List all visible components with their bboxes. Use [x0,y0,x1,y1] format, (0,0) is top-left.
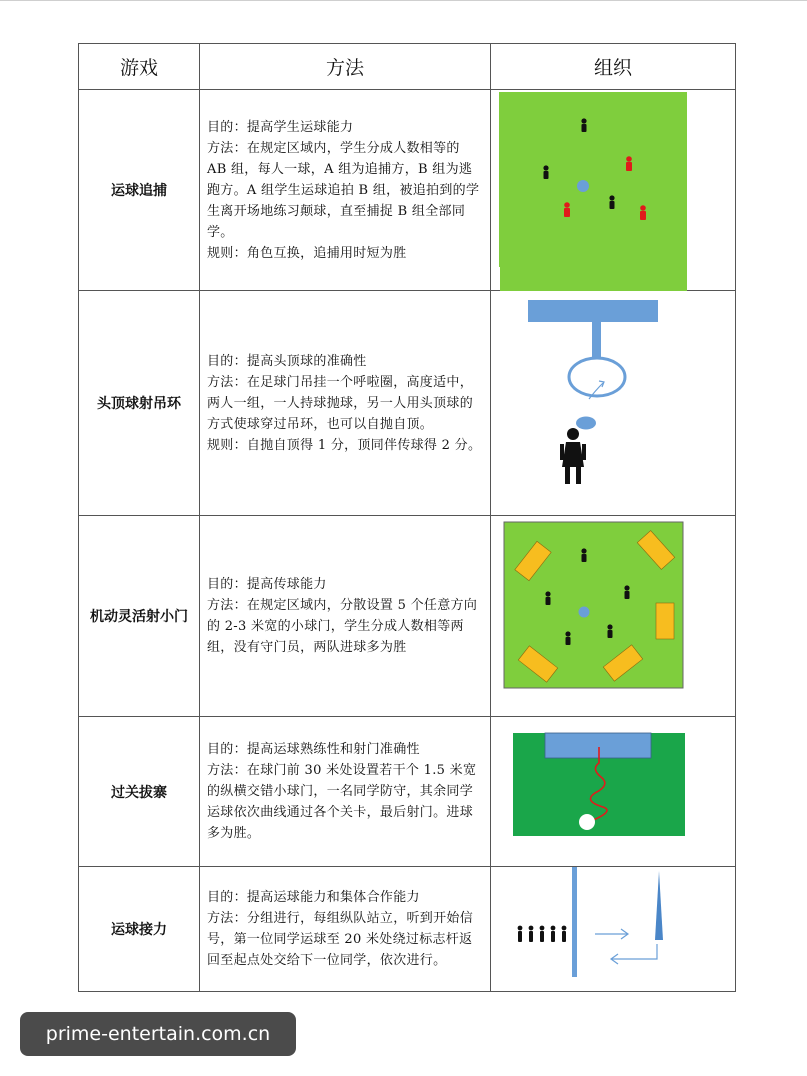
game-name: 过关拔寨 [79,717,200,867]
hoop-diagram [491,291,736,516]
start-line [572,867,577,977]
organization-cell [491,291,736,516]
watermark: prime-entertain.com.cn [20,1012,296,1056]
method-procedure: 方法：在球门前 30 米处设置若干个 1.5 米宽的纵横交错小球门，一名同学防守，其余同学运球依次曲线通过各个关卡，最后射门。进球多为胜。 [207,763,477,841]
method-rule: 规则：角色互换，追捕用时短为胜 [207,245,407,261]
ball-icon [579,607,590,618]
relay-diagram [491,867,736,992]
chase-field-diagram [491,90,736,291]
return-arrow [612,944,657,959]
player-icon [560,428,586,484]
organization-cell [491,717,736,867]
method-purpose: 目的：提高传球能力 [207,577,327,592]
method-purpose: 目的：提高运球熟练性和射门准确性 [207,742,420,757]
games-table [78,43,736,992]
organization-cell [491,867,736,992]
game-name: 运球追捕 [79,90,200,291]
organization-cell [491,90,736,291]
game-name: 机动灵活射小门 [79,516,200,717]
field [499,92,687,267]
game-name: 头顶球射吊环 [79,291,200,516]
goal-crossbar [528,300,658,322]
hanging-rope [592,322,601,358]
method-procedure: 方法：在规定区域内，分散设置 5 个任意方向的 2-3 米宽的小球门，学生分成人数相等两组，没有守门员，两队进球多为胜 [207,598,478,655]
method-procedure: 方法：在足球门吊挂一个呼啦圈，高度适中，两人一组，一人持球抛球，另一人用头顶球的方式使球穿过吊环，也可以自抛自顶。 [207,374,474,432]
dribble-path-diagram [491,717,736,867]
method-rule: 规则：自抛自顶得 1 分，顶同伴传球得 2 分。 [207,437,482,453]
method-procedure: 方法：在规定区域内，学生分成人数相等的 AB 组，每人一球，A 组为追捕方，B 组为逃跑方。A 组学生运球追拍 B 组，被追拍到的学生离开场地练习颠球，直至捕捉 B 组全部同学。 [207,140,480,240]
method-cell [200,717,491,867]
game-name: 运球接力 [79,867,200,992]
method-cell [200,90,491,291]
method-procedure: 方法：分组进行，每组纵队站立，听到开始信号，第一位同学运球至 20 米处绕过标志杆返回至起点处交给下一位同学，依次进行。 [207,911,474,968]
method-purpose: 目的：提高头顶球的准确性 [207,353,367,369]
marker-pole-icon [655,871,663,940]
method-cell [200,291,491,516]
header-row [79,44,736,90]
ball-icon [576,417,596,430]
header-organization: 组织 [491,44,736,90]
player-queue-icon [518,926,567,942]
organization-cell [491,516,736,717]
header-method: 方法 [200,44,491,90]
top-divider [0,0,807,1]
ball-icon [577,180,589,192]
table-row [79,291,736,516]
ball-icon [579,814,595,830]
header-game: 游戏 [79,44,200,90]
small-goals-diagram [491,516,736,717]
method-cell [200,867,491,992]
table-row [79,516,736,717]
hoop-icon [569,358,625,396]
method-purpose: 目的：提高运球能力和集体合作能力 [207,890,420,905]
method-purpose: 目的：提高学生运球能力 [207,119,354,135]
table-row [79,90,736,291]
goal [545,733,651,758]
table-row [79,867,736,992]
method-cell [200,516,491,717]
table-row [79,717,736,867]
